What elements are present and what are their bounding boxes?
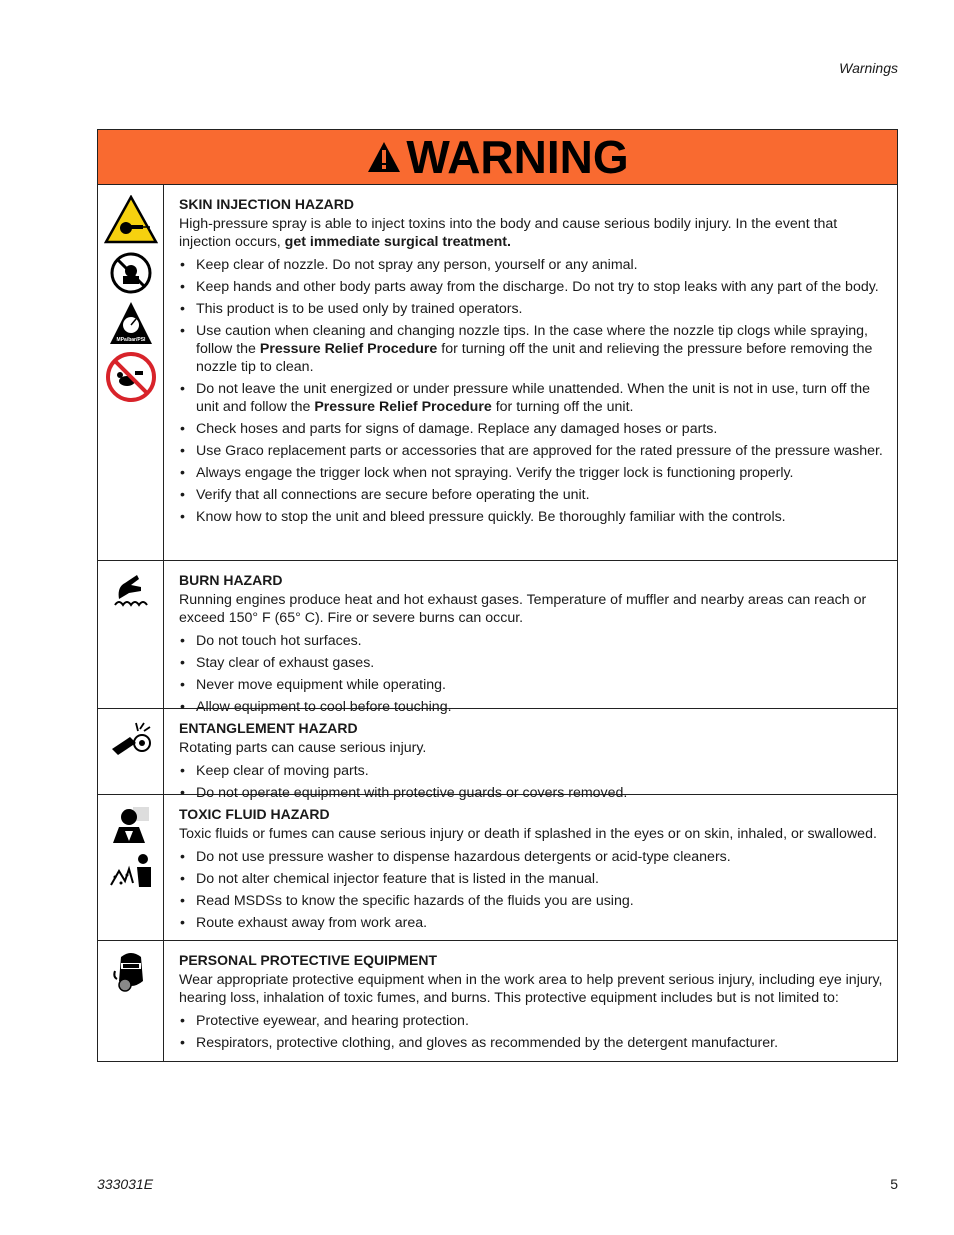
hazard-icons [98, 709, 164, 794]
bullet-item: • Do not alter chemical injector feature that is listed in the manual. [179, 870, 883, 888]
hazard-icons [98, 795, 164, 940]
bullet-item: • Keep hands and other body parts away from the discharge. Do not try to stop leaks with any part of the body. [179, 278, 883, 296]
no-spraying-animal-icon [105, 351, 157, 403]
hazard-row-toxic-fluid [98, 795, 897, 941]
hazard-description-text: High-pressure spray is able to inject toxins into the body and cause serious bodily injury. In the event that injection occurs, [179, 216, 838, 250]
bullet-item: • Use Graco replacement parts or accessories that are approved for the rated pressure of the pressure washer. [179, 442, 883, 460]
protective-equipment-icon [111, 951, 151, 995]
hazard-content [164, 561, 897, 715]
hazard-description: Toxic fluids or fumes can cause serious injury or death if splashed in the eyes or on skin, inhaled, or swallowed. [179, 826, 877, 842]
warning-table [97, 129, 898, 1062]
running-header: Warnings [839, 60, 898, 76]
bullet-text: for turning off the unit and relieving the pressure before removing the nozzle tip to clean. [196, 341, 873, 375]
bullet-text: for turning off the unit. [491, 399, 634, 415]
bullet-item: • Allow equipment to cool before touching. [179, 698, 883, 716]
bullet-text: Do not leave the unit energized or under pressure while unattended. When the unit is not in use, turn off the unit and follow the [196, 381, 871, 415]
hazard-content [164, 795, 897, 940]
warning-title: WARNING [406, 131, 629, 183]
hazard-title: TOXIC FLUID HAZARD [179, 806, 330, 822]
hazard-title: BURN HAZARD [179, 572, 283, 588]
skin-injection-warning-icon [104, 195, 158, 245]
pressure-gauge-icon [109, 301, 153, 345]
hazard-title: SKIN INJECTION HAZARD [179, 196, 355, 212]
hazard-content [164, 941, 897, 1061]
bullet-item: • Respirators, protective clothing, and gloves as recommended by the detergent manufacturer. [179, 1034, 883, 1052]
procedure-reference: Pressure Relief Procedure [314, 399, 492, 415]
bullet-item: • Route exhaust away from work area. [179, 914, 883, 932]
document-number: 333031E [97, 1176, 154, 1192]
no-spray-at-person-icon [109, 251, 153, 295]
bullet-item: • Do not touch hot surfaces. [179, 632, 883, 650]
hazard-bullets [179, 632, 883, 716]
warning-triangle-icon [366, 140, 402, 174]
hazard-row-ppe [98, 941, 897, 1061]
bullet-item: • Never move equipment while operating. [179, 676, 883, 694]
hazard-bullets [179, 762, 883, 802]
bullet-item: • Verify that all connections are secure before operating the unit. [179, 486, 883, 504]
bullet-item: • Keep clear of moving parts. [179, 762, 883, 780]
bullet-item: • Always engage the trigger lock when not spraying. Verify the trigger lock is functioning properly. [179, 464, 883, 482]
bullet-item: • Protective eyewear, and hearing protection. [179, 1012, 883, 1030]
bullet-item: • Read MSDSs to know the specific hazards of the fluids you are using. [179, 892, 883, 910]
bullet-item: • Know how to stop the unit and bleed pressure quickly. Be thoroughly familiar with the controls. [179, 508, 883, 526]
hazard-description: Running engines produce heat and hot exhaust gases. Temperature of muffler and nearby areas can reach or exceed 150° F (65° C). Fire or severe burns can occur. [179, 592, 867, 626]
bullet-text: Use caution when cleaning and changing nozzle tips. In the case where the nozzle tip clogs while spraying, follow the [196, 323, 868, 357]
bullet-item: • Keep clear of nozzle. Do not spray any person, yourself or any animal. [179, 256, 883, 274]
bullet-item: • This product is to be used only by trained operators. [179, 300, 883, 318]
hazard-description [179, 215, 883, 251]
hazard-icons [98, 941, 164, 1061]
hazard-description: Wear appropriate protective equipment when in the work area to help prevent serious injury, including eye injury, hearing loss, inhalation of toxic fumes, and burns. This protective equipment includes but is not limited to: [179, 972, 883, 1006]
hazard-bullets [179, 848, 883, 932]
hazard-bullets [179, 1012, 883, 1052]
hazard-row-burn [98, 561, 897, 715]
hazard-content [164, 185, 897, 560]
hazard-row-skin-injection [98, 185, 897, 561]
hazard-row-entanglement [98, 709, 897, 801]
hazard-content [164, 709, 897, 801]
bullet-item [179, 322, 883, 376]
splash-hazard-icon [107, 851, 155, 889]
hazard-icons [98, 185, 164, 560]
bullet-item: • Do not use pressure washer to dispense hazardous detergents or acid-type cleaners. [179, 848, 883, 866]
hazard-description: Rotating parts can cause serious injury. [179, 740, 427, 756]
bullet-item: • Stay clear of exhaust gases. [179, 654, 883, 672]
warning-banner [98, 130, 897, 185]
hot-surface-icon [111, 571, 151, 607]
hazard-description-emphasis: get immediate surgical treatment. [284, 234, 511, 250]
rotating-parts-icon [110, 719, 152, 759]
hazard-title: PERSONAL PROTECTIVE EQUIPMENT [179, 952, 437, 968]
pressure-units-label: MPa/bar/PSI [116, 337, 145, 343]
hazard-bullets [179, 256, 883, 526]
hazard-icons [98, 561, 164, 708]
bullet-item [179, 380, 883, 416]
procedure-reference: Pressure Relief Procedure [259, 341, 438, 357]
bullet-item: • Do not operate equipment with protective guards or covers removed. [179, 784, 883, 802]
hazard-title: ENTANGLEMENT HAZARD [179, 720, 358, 736]
page-number: 5 [890, 1176, 898, 1192]
toxic-fumes-icon [109, 805, 153, 845]
bullet-item: • Check hoses and parts for signs of damage. Replace any damaged hoses or parts. [179, 420, 883, 438]
